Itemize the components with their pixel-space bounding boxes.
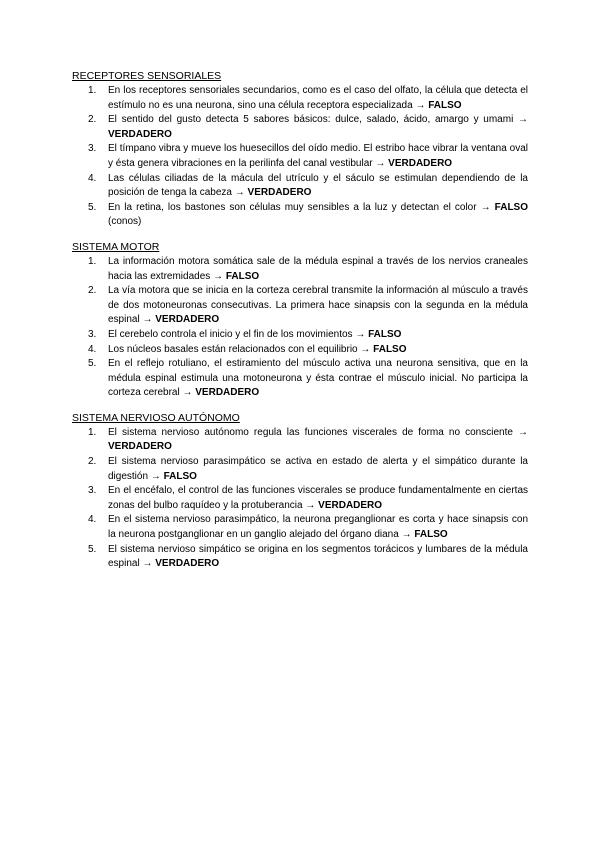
item-text: La información motora somática sale de la médula espinal a través de los nervios craneales hacia las extremidades xyxy=(108,255,528,282)
item-number: 2. xyxy=(88,285,97,297)
arrow-icon: → xyxy=(518,426,528,438)
item-text: En el reflejo rotuliano, el estiramiento del músculo activa una neurona sensitiva, que en la médula espinal estimula una motoneurona y ésta contrae el músculo inicial. No participa la corteza cerebral xyxy=(108,358,528,399)
question-list xyxy=(72,255,528,401)
arrow-icon: → xyxy=(360,343,371,355)
list-item xyxy=(72,455,528,484)
list-item xyxy=(72,142,528,171)
list-item xyxy=(72,343,528,358)
answer-note: (conos) xyxy=(108,216,142,228)
item-text: El sistema nervioso autónomo regula las funciones viscerales de forma no consciente xyxy=(108,426,513,438)
list-item xyxy=(72,543,528,572)
section-heading: SISTEMA MOTOR xyxy=(72,240,160,253)
item-text: El tímpano vibra y mueve los huesecillos del oído medio. El estribo hace vibrar la ventana oval y ésta genera vibraciones en la perilinfa del canal vestibular xyxy=(108,143,528,169)
arrow-icon: → xyxy=(401,529,412,541)
item-text: El cerebelo controla el inicio y el fin de los movimientos xyxy=(108,328,353,340)
list-item xyxy=(72,328,528,343)
item-number: 2. xyxy=(88,114,97,126)
item-number: 1. xyxy=(88,426,97,438)
section-sistema-nervioso-autonomo xyxy=(72,412,528,572)
list-item xyxy=(72,201,528,230)
arrow-icon: → xyxy=(518,114,529,126)
answer-label: FALSO xyxy=(163,470,197,482)
answer-label: VERDADERO xyxy=(247,187,312,199)
item-number: 3. xyxy=(88,143,97,155)
list-item xyxy=(72,484,528,513)
list-item xyxy=(72,357,528,401)
item-number: 3. xyxy=(88,485,97,497)
item-number: 3. xyxy=(88,328,97,340)
list-item xyxy=(72,172,528,201)
list-item xyxy=(72,255,528,284)
arrow-icon: → xyxy=(234,187,245,199)
item-number: 4. xyxy=(88,343,97,355)
answer-label: VERDADERO xyxy=(108,128,172,140)
section-heading: RECEPTORES SENSORIALES xyxy=(72,70,222,82)
answer-label: VERDADERO xyxy=(155,558,220,570)
item-text: El sistema nervioso simpático se origina en los segmentos torácicos y lumbares de la médula espinal xyxy=(108,543,528,570)
list-item xyxy=(72,113,528,142)
answer-label: FALSO xyxy=(373,343,407,355)
item-number: 1. xyxy=(88,85,97,96)
question-list xyxy=(72,426,528,572)
item-number: 5. xyxy=(88,358,97,370)
item-text: En el sistema nervioso parasimpático, la neurona preganglionar es corta y hace sinapsis con la neurona postganglionar en un ganglio alejado del órgano diana xyxy=(108,514,528,541)
arrow-icon: → xyxy=(142,558,153,570)
list-item xyxy=(72,426,528,455)
answer-label: VERDADERO xyxy=(318,499,383,511)
arrow-icon: → xyxy=(480,201,491,213)
section-receptores-sensoriales xyxy=(72,70,528,230)
answer-label: VERDADERO xyxy=(108,441,172,453)
answer-label: VERDADERO xyxy=(195,387,260,399)
item-text: El sentido del gusto detecta 5 sabores básicos: dulce, salado, ácido, amargo y umami xyxy=(108,114,514,126)
answer-label: VERDADERO xyxy=(155,314,220,326)
item-text: En el encéfalo, el control de las funciones viscerales se produce fundamentalmente en ciertas zonas del bulbo raquídeo y la protuberancia xyxy=(108,485,528,511)
arrow-icon: → xyxy=(150,470,161,482)
item-number: 2. xyxy=(88,456,97,468)
section-heading: SISTEMA NERVIOSO AUTÓNOMO xyxy=(72,411,240,424)
arrow-icon: → xyxy=(375,157,386,169)
document-page xyxy=(72,70,528,583)
item-text: En la retina, los bastones son células muy sensibles a la luz y detectan el color xyxy=(108,201,477,213)
answer-label: FALSO xyxy=(225,270,260,282)
list-item xyxy=(72,513,528,542)
answer-label: FALSO xyxy=(368,328,402,340)
item-text: En los receptores sensoriales secundarios, como es el caso del olfato, la célula que detecta el estímulo no es una neurona, sino una célula receptora especializada xyxy=(108,85,528,111)
answer-label: VERDADERO xyxy=(388,157,453,169)
arrow-icon: → xyxy=(415,99,426,111)
item-number: 4. xyxy=(88,172,97,184)
item-number: 4. xyxy=(88,514,97,526)
arrow-icon: → xyxy=(182,387,193,399)
answer-label: FALSO xyxy=(414,529,448,541)
arrow-icon: → xyxy=(305,499,316,511)
item-text: Los núcleos basales están relacionados con el equilibrio xyxy=(108,343,358,355)
item-number: 5. xyxy=(88,201,97,213)
item-text: El sistema nervioso parasimpático se activa en estado de alerta y el simpático durante la digestión xyxy=(108,456,528,482)
arrow-icon: → xyxy=(355,328,366,340)
arrow-icon: → xyxy=(213,270,224,282)
section-sistema-motor xyxy=(72,241,528,401)
list-item xyxy=(72,284,528,328)
item-number: 5. xyxy=(88,543,97,555)
answer-label: FALSO xyxy=(428,99,462,111)
answer-label: FALSO xyxy=(494,201,529,213)
question-list xyxy=(72,84,528,230)
item-text: Las células ciliadas de la mácula del utrículo y el sáculo se estimulan dependiendo de la posición de tenga la cabeza xyxy=(108,172,528,199)
item-text: La vía motora que se inicia en la corteza cerebral transmite la información al músculo a través de dos motoneuronas consecutivas. La primera hace sinapsis con la segunda en la médula espinal xyxy=(108,285,528,326)
item-number: 1. xyxy=(88,255,97,267)
arrow-icon: → xyxy=(142,314,153,326)
list-item xyxy=(72,84,528,113)
